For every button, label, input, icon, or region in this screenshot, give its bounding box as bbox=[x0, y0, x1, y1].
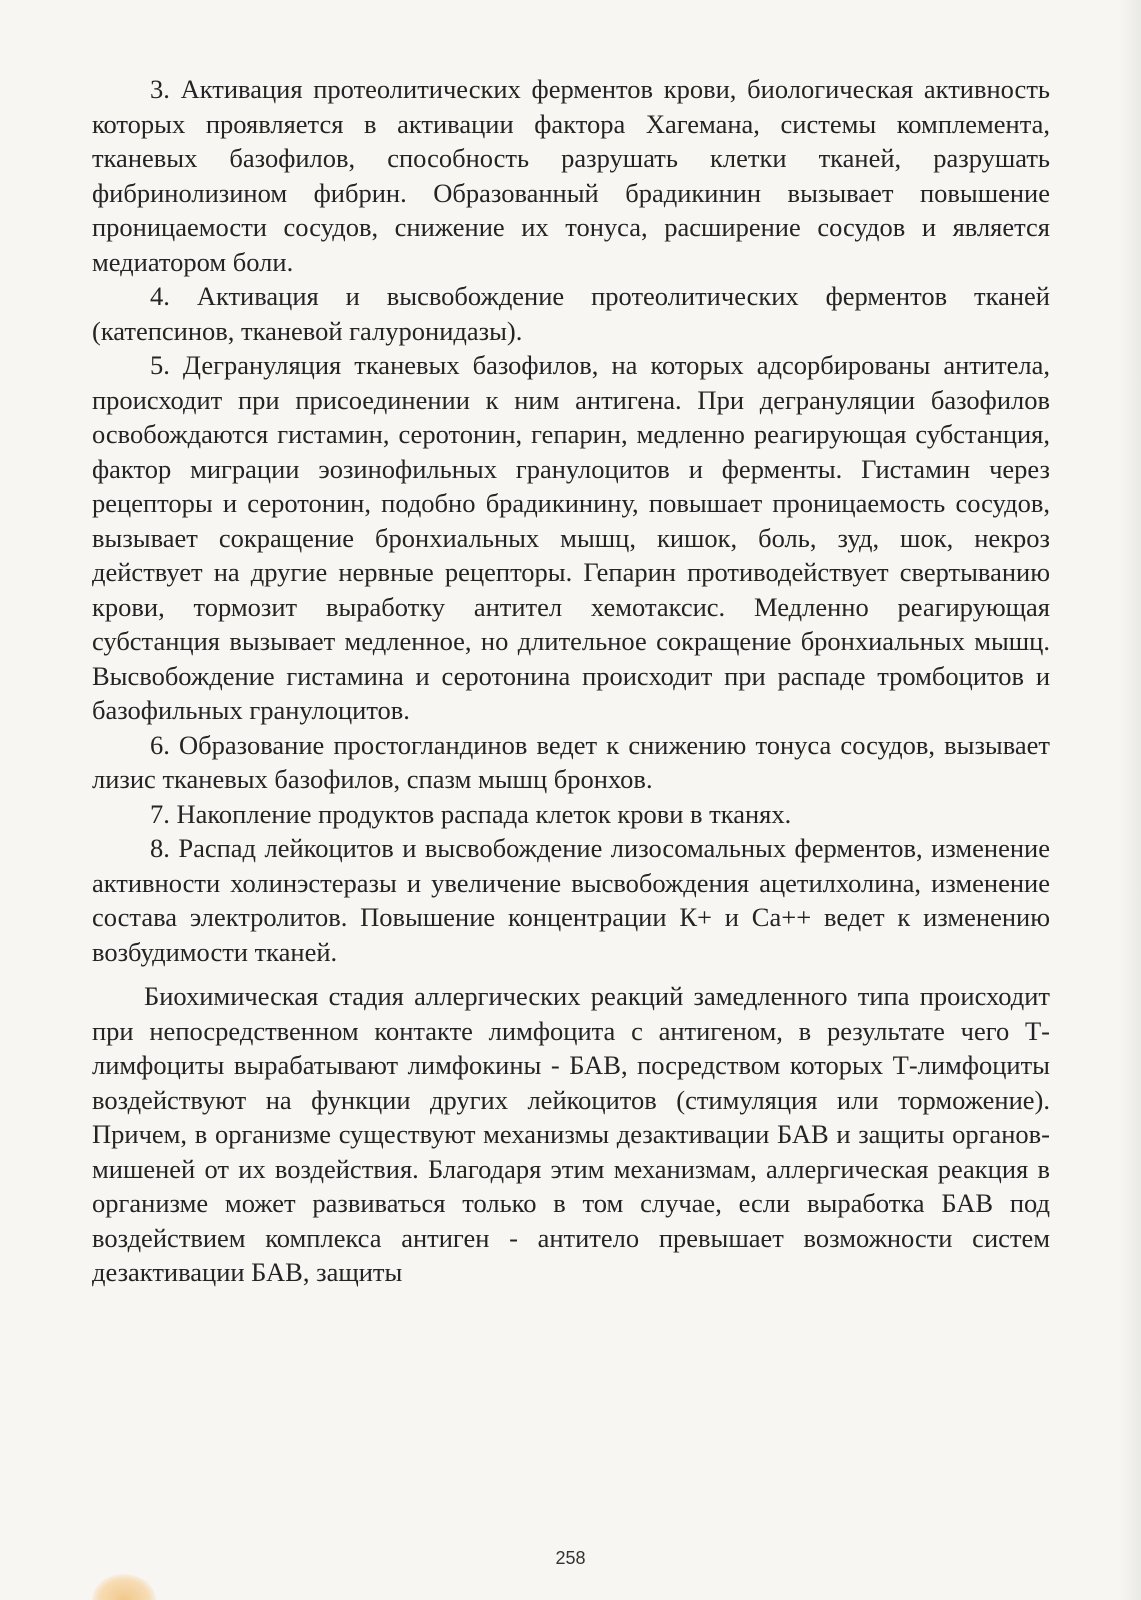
paragraph-item-7: 7. Накопление продуктов распада клеток крови в тканях. bbox=[150, 798, 792, 829]
paragraph-item-4: 4. Активация и высвобождение протеолитических ферментов тканей (катепсинов, тканевой галуронидазы). bbox=[92, 281, 1050, 346]
paragraph-item-6: 6. Образование простогландинов ведет к снижению тонуса сосудов, вызывает лизис тканевых базофилов, спазм мышц бронхов. bbox=[92, 729, 1050, 794]
page-number: 258 bbox=[555, 1548, 586, 1568]
document-body bbox=[92, 72, 1050, 1290]
paragraph-item-8: 8. Распад лейкоцитов и высвобождение лизосомальных ферментов, изменение активности холинэстеразы и увеличение высвобождения ацетилхолина, изменение состава электролитов. Повышение концентрации К+ и Са++ ведет к изменению возбудимости тканей. bbox=[92, 833, 1050, 967]
paragraph-biochemical-stage: Биохимическая стадия аллергических реакций замедленного типа происходит при непосредственном контакте лимфоцита с антигеном, в результате чего Т-лимфоциты вырабатывают лимфокины - БАВ, посредством которых Т-лимфоциты воздействуют на функции других лейкоцитов (стимуляция или торможение). Причем, в организме существуют механизмы дезактивации БАВ и защиты органов-мишеней от их воздействия. Благодаря этим механизмам, аллергическая реакция в организме может развиваться только в том случае, если выработка БАВ под воздействием комплекса антиген - антитело превышает возможности систем дезактивации БАВ, защиты bbox=[92, 981, 1050, 1287]
corner-stain-mark bbox=[92, 1574, 156, 1600]
paragraph-item-5: 5. Дегрануляция тканевых базофилов, на которых адсорбированы антитела, происходит при присоединении к ним антигена. При дегрануляции базофилов освобождаются гистамин, серотонин, гепарин, медленно реагирующая субстанция, фактор миграции эозинофильных гранулоцитов и ферменты. Гистамин через рецепторы и серотонин, подобно брадикинину, повышает проницаемость сосудов, вызывает сокращение бронхиальных мышц, кишок, боль, зуд, шок, некроз действует на другие нервные рецепторы. Гепарин противодействует свертыванию крови, тормозит выработку антител хемотаксис. Медленно реагирующая субстанция вызывает медленное, но длительное сокращение бронхиальных мышц. Высвобождение гистамина и серотонина происходит при распаде тромбоцитов и базофильных гранулоцитов. bbox=[92, 350, 1050, 725]
page-edge-shadow bbox=[1119, 0, 1141, 1600]
paragraph-item-3: 3. Активация протеолитических ферментов крови, биологическая активность которых проявляется в активации фактора Хагемана, системы комплемента, тканевых базофилов, способность разрушать клетки тканей, разрушать фибринолизином фибрин. Образованный брадикинин вызывает повышение проницаемости сосудов, снижение их тонуса, расширение сосудов и является медиатором боли. bbox=[92, 74, 1050, 277]
